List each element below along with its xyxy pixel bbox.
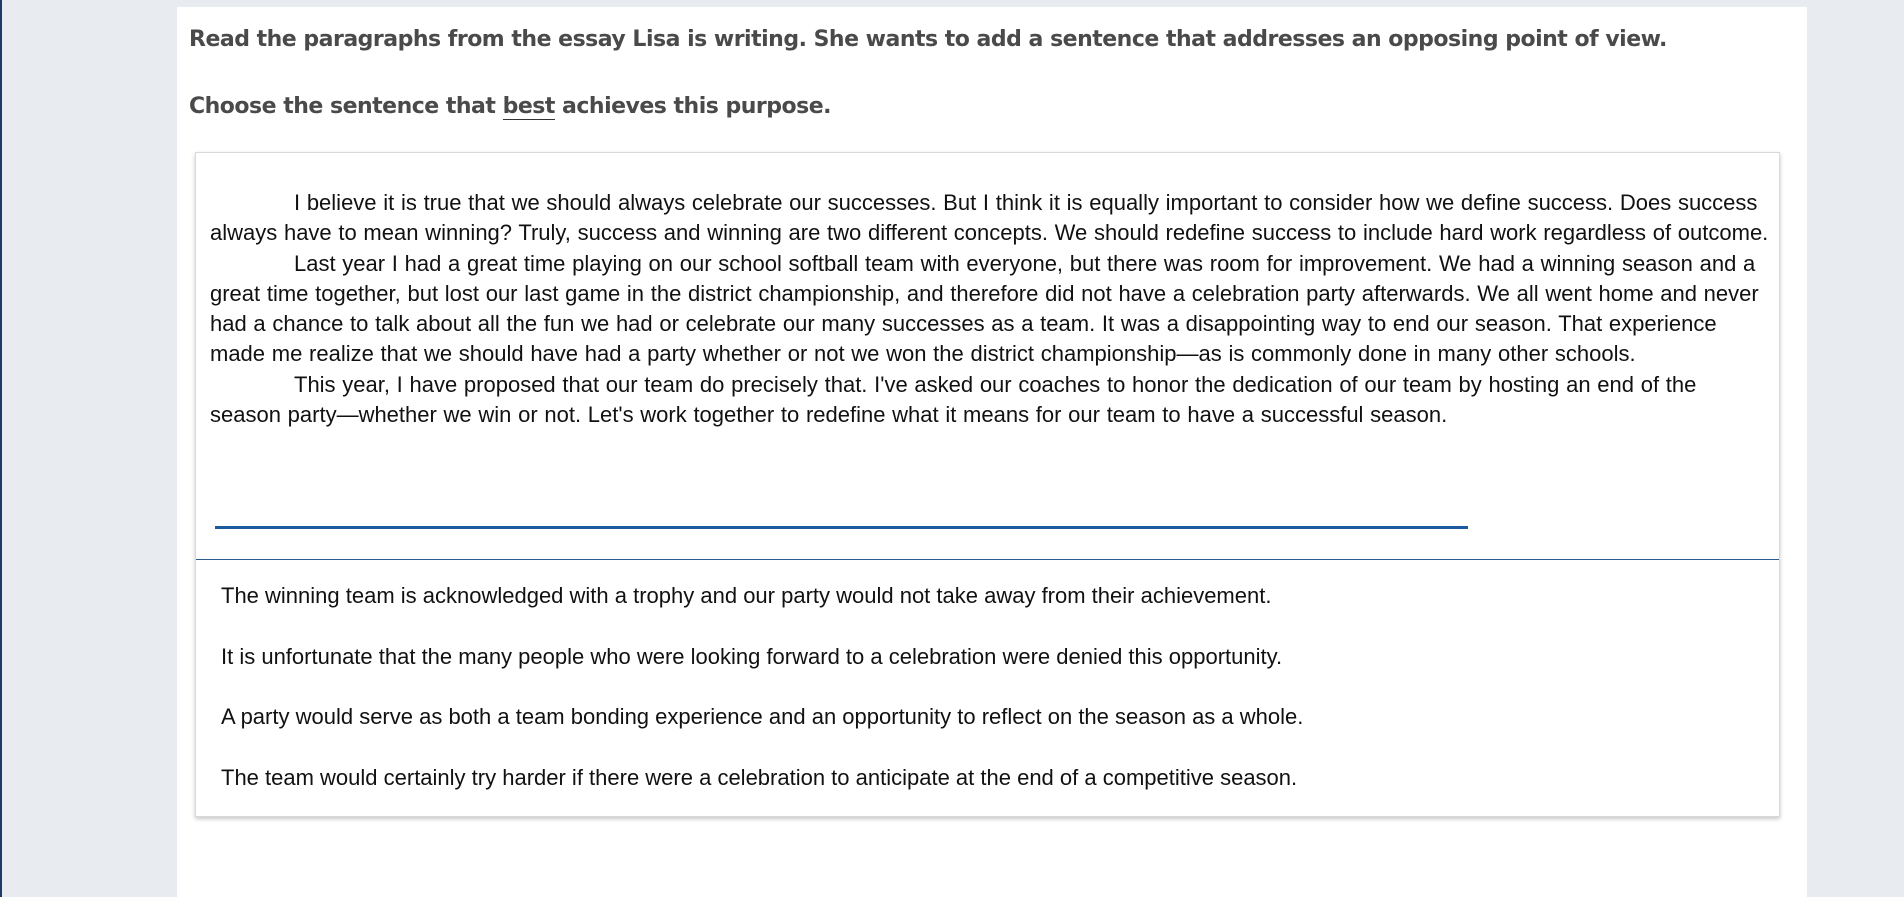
answer-option-text: It is unfortunate that the many people who were looking forward to a celebration were denied this opportunity. — [221, 644, 1283, 669]
answer-option-text: The team would certainly try harder if there were a celebration to anticipate at the end of a competitive season. — [221, 765, 1298, 790]
essay-card — [195, 152, 1780, 817]
prompt-text-after: achieves this purpose. — [554, 94, 832, 119]
answer-blank-line — [215, 526, 1468, 529]
options-divider — [196, 559, 1779, 560]
essay-paragraph-1: I believe it is true that we should always celebrate our successes. But I think it is equally important to consider how we define success. Does success always have to mean winning? Truly, success and winning are two different concepts. We should redefine success to include hard work regardless of outcome. — [210, 190, 1769, 246]
answer-option-3[interactable] — [196, 694, 1779, 740]
essay-paragraph-3: This year, I have proposed that our team do precisely that. I've asked our coaches to honor the dedication of our team by hosting an end of the season party—whether we win or not. Let's work together to redefine what it means for our team to have a successful season. — [210, 371, 1697, 428]
answer-option-text: A party would serve as both a team bonding experience and an opportunity to reflect on the season as a whole. — [221, 704, 1304, 729]
prompt-text-before: Choose the sentence that — [189, 94, 503, 119]
question-panel — [177, 7, 1807, 897]
window-left-edge — [0, 0, 2, 897]
question-prompt — [189, 92, 831, 122]
prompt-emphasis: best — [502, 94, 555, 119]
answer-option-4[interactable] — [196, 755, 1779, 801]
question-instruction: Read the paragraphs from the essay Lisa is writing. She wants to add a sentence that addresses an opposing point of view. — [189, 27, 1667, 52]
answer-option-2[interactable] — [196, 634, 1779, 680]
answer-option-text: The winning team is acknowledged with a trophy and our party would not take away from their achievement. — [221, 583, 1272, 608]
essay-passage — [210, 188, 1770, 430]
essay-paragraph-2: Last year I had a great time playing on our school softball team with everyone, but there was room for improvement. We had a winning season and a great time together, but lost our last game in the district championship, and therefore did not have a celebration party afterwards. We all went home and never had a chance to talk about all the fun we had or celebrate our many successes as a team. It was a disappointing way to end our season. That experience made me realize that we should have had a party whether or not we won the district championship—as is commonly done in many other schools. — [210, 250, 1759, 367]
answer-option-1[interactable] — [196, 573, 1779, 619]
